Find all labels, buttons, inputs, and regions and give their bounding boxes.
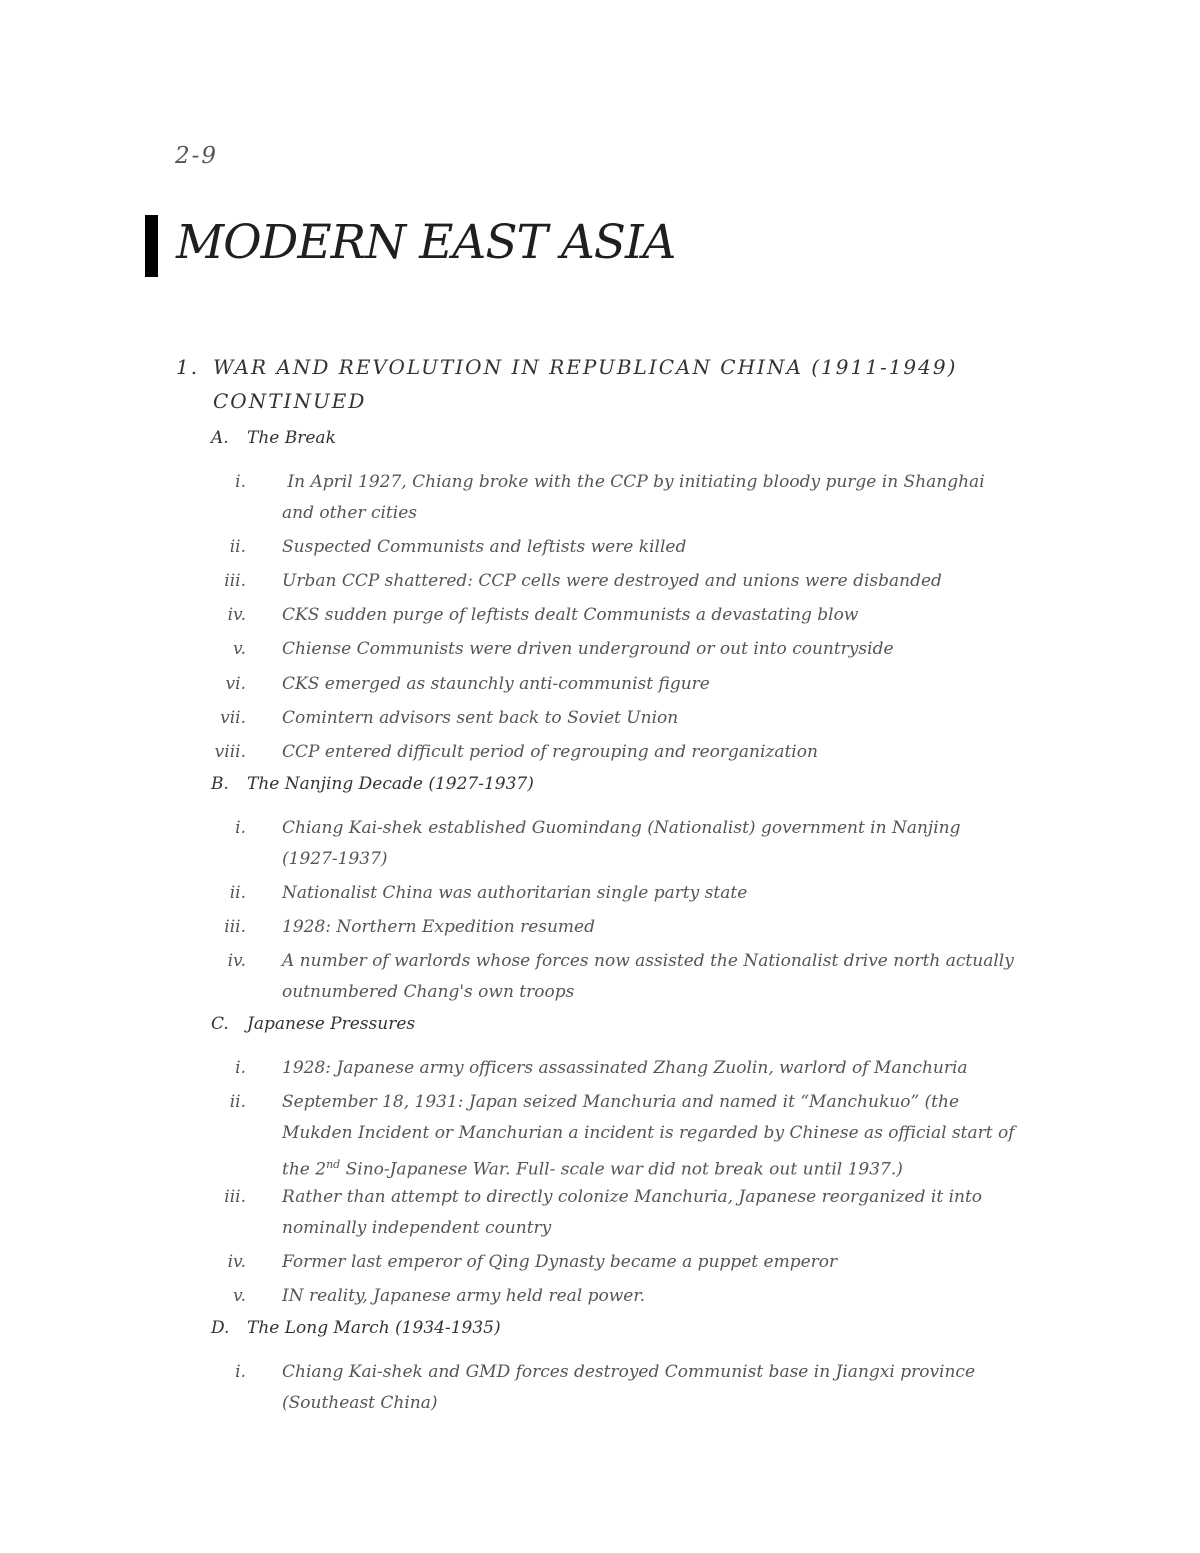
item-text: Chiense Communists were driven underground or out into countryside bbox=[282, 639, 894, 659]
list-item bbox=[235, 813, 1017, 875]
list-item bbox=[227, 1247, 838, 1278]
section-d-heading bbox=[211, 1318, 501, 1338]
item-number: iii. bbox=[224, 571, 246, 591]
item-text: Former last emperor of Qing Dynasty became a puppet emperor bbox=[282, 1252, 838, 1272]
section-title: The Long March (1934-1935) bbox=[247, 1318, 501, 1338]
item-number: vi. bbox=[225, 674, 246, 694]
list-item bbox=[220, 703, 679, 734]
item-number: i. bbox=[235, 1058, 246, 1078]
item-text: Rather than attempt to directly colonize Manchuria, Japanese reorganized it into nominally independent country bbox=[282, 1187, 983, 1238]
list-item bbox=[224, 566, 942, 597]
heading-number: 1. bbox=[176, 355, 200, 379]
section-title: Japanese Pressures bbox=[247, 1014, 416, 1034]
item-number: ii. bbox=[229, 1092, 246, 1112]
item-number: iv. bbox=[227, 1252, 246, 1272]
section-title: The Nanjing Decade (1927-1937) bbox=[247, 774, 534, 794]
item-text: In April 1927, Chiang broke with the CCP by initiating bloody purge in Shanghai and other cities bbox=[282, 472, 991, 523]
list-item bbox=[233, 1281, 646, 1312]
list-item bbox=[235, 1357, 1017, 1419]
list-item bbox=[214, 737, 818, 768]
item-text: Comintern advisors sent back to Soviet Union bbox=[282, 708, 679, 728]
item-text: CKS emerged as staunchly anti-communist figure bbox=[282, 674, 710, 694]
list-item bbox=[224, 912, 595, 943]
item-number: vii. bbox=[220, 708, 246, 728]
title-accent-bar bbox=[145, 215, 158, 277]
item-number: v. bbox=[233, 639, 246, 659]
item-text: Urban CCP shattered: CCP cells were destroyed and unions were disbanded bbox=[282, 571, 942, 591]
item-text: Suspected Communists and leftists were killed bbox=[282, 537, 687, 557]
superscript-nd: nd bbox=[326, 1158, 341, 1171]
section-c-heading bbox=[211, 1014, 415, 1034]
item-text: A number of warlords whose forces now assisted the Nationalist drive north actually outnumbered Chang's own troops bbox=[282, 951, 1014, 1002]
heading-line1: WAR AND REVOLUTION IN REPUBLICAN CHINA (1911-1949) bbox=[213, 355, 958, 379]
list-item bbox=[225, 669, 710, 700]
list-item bbox=[224, 1182, 1017, 1244]
item-number: i. bbox=[235, 818, 246, 838]
section-letter: B. bbox=[211, 774, 229, 794]
item-number: ii. bbox=[229, 883, 246, 903]
item-number: i. bbox=[235, 1362, 246, 1382]
section-letter: D. bbox=[211, 1318, 230, 1338]
list-item bbox=[229, 878, 748, 909]
document-title: MODERN EAST ASIA bbox=[176, 215, 676, 270]
item-text: Nationalist China was authoritarian single party state bbox=[282, 883, 748, 903]
list-item bbox=[227, 600, 859, 631]
section-letter: A. bbox=[211, 428, 229, 448]
heading-line2: CONTINUED bbox=[213, 389, 367, 413]
item-number: ii. bbox=[229, 537, 246, 557]
item-number: iii. bbox=[224, 917, 246, 937]
item-text: CCP entered difficult period of regrouping and reorganization bbox=[282, 742, 818, 762]
item-text: 1928: Japanese army officers assassinated Zhang Zuolin, warlord of Manchuria bbox=[282, 1058, 968, 1078]
section-letter: C. bbox=[211, 1014, 229, 1034]
date-label: 2-9 bbox=[175, 143, 219, 169]
section-b-heading bbox=[211, 774, 534, 794]
item-text: Chiang Kai-shek established Guomindang (Nationalist) government in Nanjing (1927-1937) bbox=[282, 818, 961, 869]
item-number: viii. bbox=[214, 742, 246, 762]
item-number: v. bbox=[233, 1286, 246, 1306]
list-item bbox=[235, 467, 1017, 529]
list-item bbox=[235, 1053, 968, 1084]
list-item bbox=[227, 946, 1017, 1008]
item-number: iii. bbox=[224, 1187, 246, 1207]
list-item bbox=[229, 532, 687, 563]
item-number: iv. bbox=[227, 605, 246, 625]
item-text: CKS sudden purge of leftists dealt Communists a devastating blow bbox=[282, 605, 859, 625]
list-item bbox=[229, 1087, 1017, 1186]
section-a-heading bbox=[211, 428, 336, 448]
item-text: September 18, 1931: Japan seized Manchuria and named it “Manchukuo” (the Mukden Incident or Manchurian a incident is regarded by Chinese as official start of the 2nd Sino-Japanese War. Full- scale war did not break out until 1937.) bbox=[282, 1092, 1015, 1180]
item-text: IN reality, Japanese army held real power. bbox=[282, 1286, 646, 1306]
item-text: Chiang Kai-shek and GMD forces destroyed Communist base in Jiangxi province (Southeast China) bbox=[282, 1362, 976, 1413]
item-number: i. bbox=[235, 472, 246, 492]
main-heading bbox=[176, 350, 957, 418]
item-text: 1928: Northern Expedition resumed bbox=[282, 917, 595, 937]
list-item bbox=[233, 634, 894, 665]
item-number: iv. bbox=[227, 951, 246, 971]
section-title: The Break bbox=[247, 428, 336, 448]
